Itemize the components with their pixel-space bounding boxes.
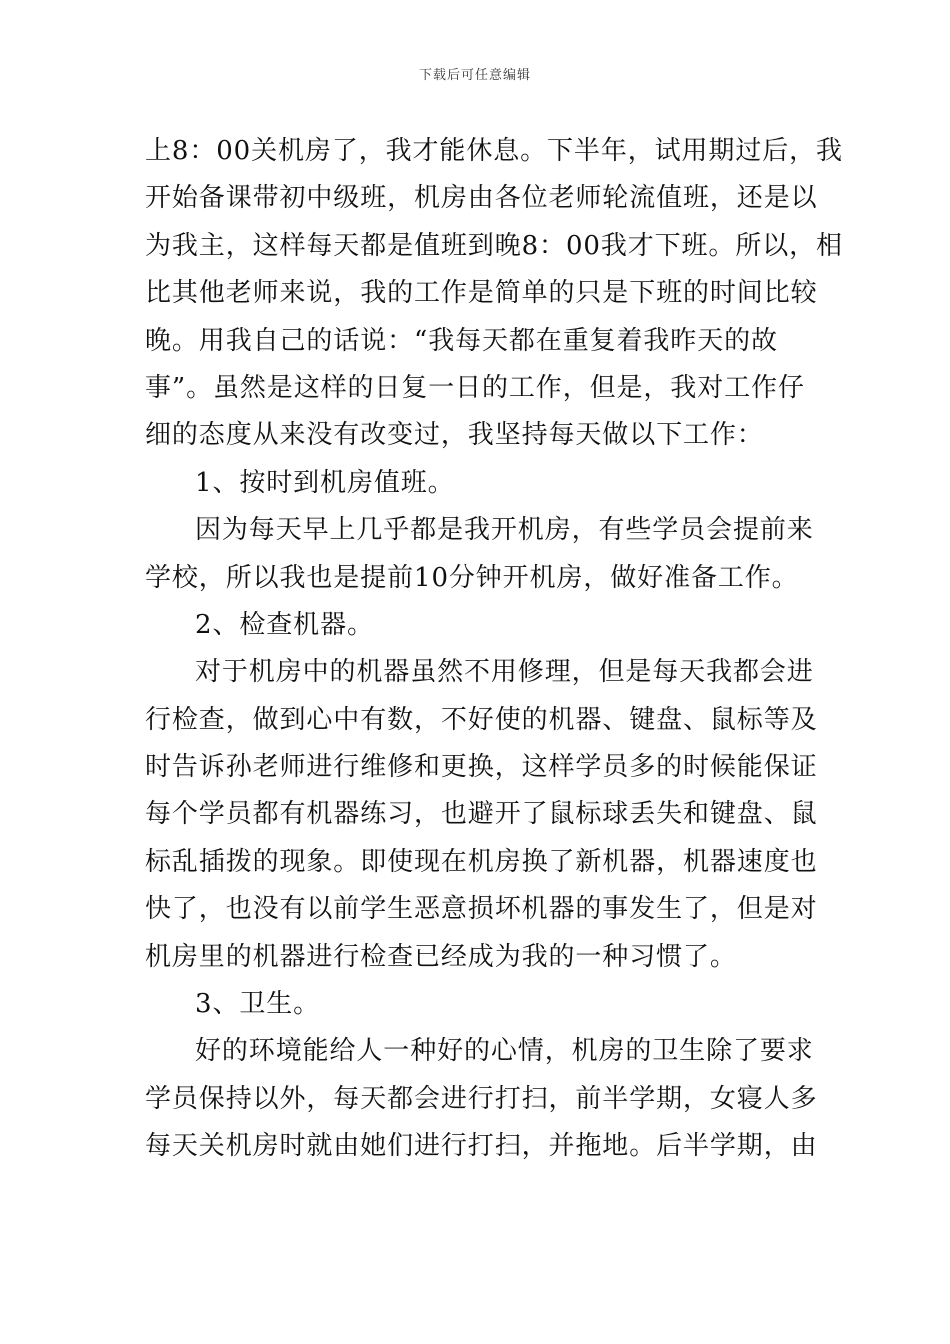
text-line: 因为每天早上几乎都是我开机房，有些学员会提前来	[195, 515, 814, 546]
section-heading: 1、按时到机房值班。	[195, 467, 455, 498]
text-line: 每天关机房时就由她们进行打扫，并拖地。后半学期，由	[145, 1131, 818, 1162]
text-line: 为我主，这样每天都是值班到晚8：00我才下班。所以，相	[145, 230, 843, 261]
text-line: 事”。虽然是这样的日复一日的工作，但是，我对工作仔	[145, 372, 805, 403]
text-line: 标乱插拨的现象。即使现在机房换了新机器，机器速度也	[145, 846, 818, 877]
text-line: 时告诉孙老师进行维修和更换，这样学员多的时候能保证	[145, 752, 818, 783]
section-heading: 3、卫生。	[195, 989, 321, 1020]
text-line: 开始备课带初中级班，机房由各位老师轮流值班，还是以	[145, 183, 818, 214]
text-line: 好的环境能给人一种好的心情，机房的卫生除了要求	[195, 1036, 814, 1067]
section-heading: 2、检查机器。	[195, 609, 374, 640]
page-header: 下载后可任意编辑	[418, 68, 531, 83]
text-line: 每个学员都有机器练习，也避开了鼠标球丢失和键盘、鼠	[145, 799, 818, 830]
text-line: 学员保持以外，每天都会进行打扫，前半学期，女寝人多	[145, 1083, 818, 1114]
text-line: 比其他老师来说，我的工作是简单的只是下班的时间比较	[145, 278, 818, 309]
text-line: 晚。用我自己的话说：“我每天都在重复着我昨天的故	[145, 325, 778, 356]
text-line: 快了，也没有以前学生恶意损坏机器的事发生了，但是对	[145, 894, 818, 925]
text-line: 对于机房中的机器虽然不用修理，但是每天我都会进	[195, 657, 814, 688]
body-text	[145, 128, 843, 1171]
text-line: 机房里的机器进行检查已经成为我的一种习惯了。	[145, 941, 737, 972]
text-line: 学校，所以我也是提前10分钟开机房，做好准备工作。	[145, 562, 799, 593]
text-line: 行检查，做到心中有数，不好使的机器、键盘、鼠标等及	[145, 704, 818, 735]
text-line: 上8：00关机房了，我才能休息。下半年，试用期过后，我	[145, 136, 843, 166]
text-line: 细的态度从来没有改变过，我坚持每天做以下工作：	[145, 420, 764, 451]
